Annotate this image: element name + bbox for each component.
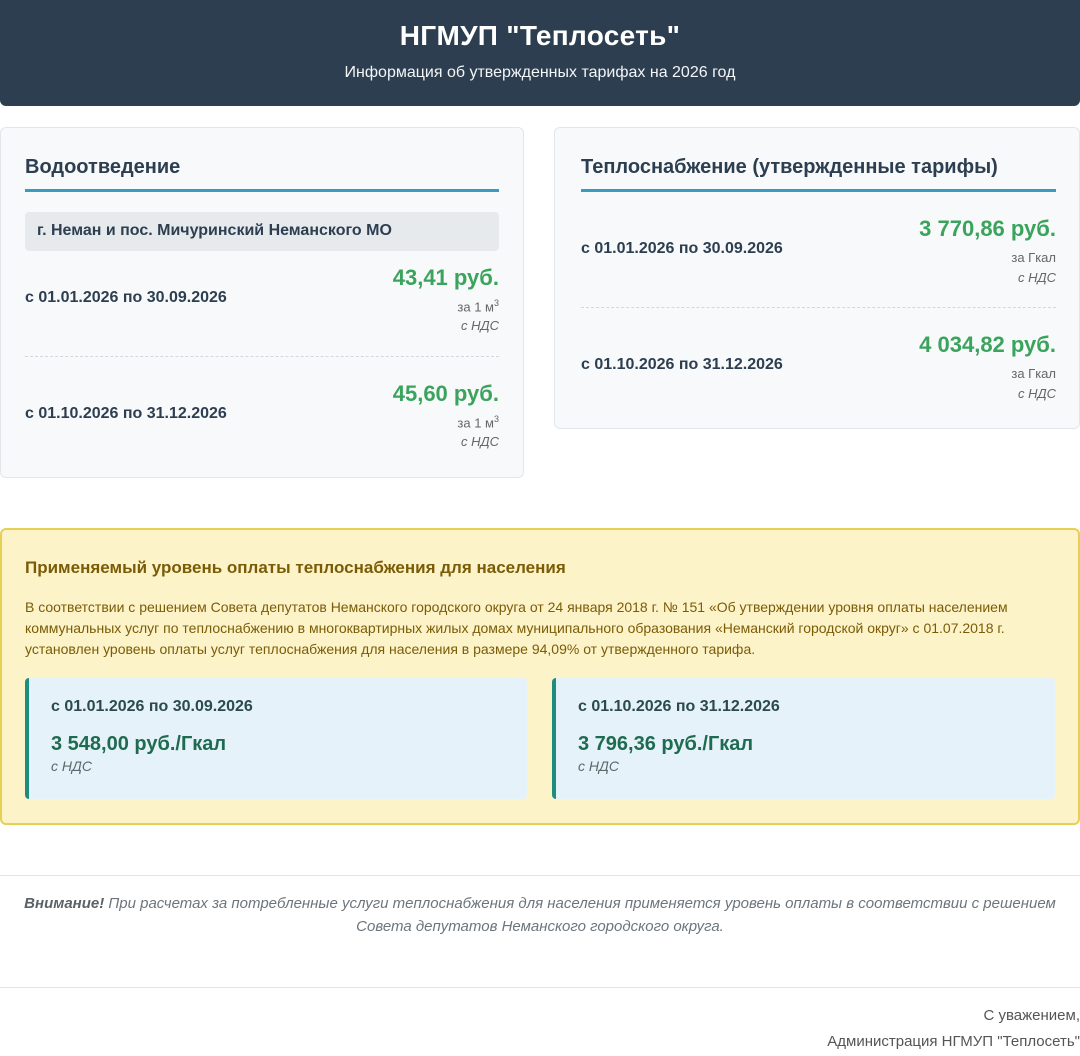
title-divider: [25, 189, 499, 192]
heat-tariff-card: [554, 127, 1080, 429]
rate-row: [25, 261, 499, 341]
attention-label: Внимание!: [24, 895, 105, 912]
rate-period: с 01.10.2026 по 31.12.2026: [25, 405, 227, 422]
section-divider: [0, 987, 1080, 988]
tile-price: 3 548,00 руб./Гкал: [51, 733, 227, 755]
water-tariff-card: [0, 127, 524, 478]
rate-period: с 01.01.2026 по 30.09.2026: [25, 289, 227, 306]
tile-price: 3 796,36 руб./Гкал: [578, 733, 754, 755]
rate-vat: с НДС: [460, 434, 499, 449]
rate-row: [581, 212, 1056, 292]
row-divider: [25, 356, 499, 357]
title-divider: [581, 189, 1056, 192]
attention-text: При расчетах за потребленные услуги теплоснабжения для населения применяется уровень оплаты в соответствии с решением Совета депутатов Неманского городского округа.: [104, 895, 1056, 935]
rate-price: 45,60 руб.: [392, 381, 499, 406]
rate-unit: за Гкал: [1011, 366, 1056, 381]
attention-note: [0, 892, 1080, 938]
payment-tile: [25, 678, 527, 799]
row-divider: [581, 307, 1056, 308]
tile-vat: с НДС: [51, 758, 92, 774]
heat-card-title: Теплоснабжение (утвержденные тарифы): [581, 156, 998, 178]
tile-vat: с НДС: [578, 758, 619, 774]
rate-vat: с НДС: [1017, 270, 1056, 285]
notice-title: Применяемый уровень оплаты теплоснабжения для населения: [25, 558, 566, 577]
page-header: [0, 0, 1080, 106]
rate-period: с 01.10.2026 по 31.12.2026: [581, 356, 783, 373]
section-divider: [0, 875, 1080, 876]
rate-unit: за 1 $м^3$: [457, 414, 499, 431]
rate-row: [581, 328, 1056, 408]
rate-unit: за 1 $м^3$: [457, 298, 499, 315]
tile-period: с 01.01.2026 по 30.09.2026: [51, 698, 253, 715]
rate-vat: с НДС: [460, 318, 499, 333]
rate-vat: с НДС: [1017, 386, 1056, 401]
population-payment-notice: [0, 528, 1080, 825]
rate-price: 4 034,82 руб.: [919, 332, 1056, 357]
signature-greeting: С уважением,: [983, 1007, 1080, 1024]
notice-text: В соответствии с решением Совета депутатов Неманского городского округа от 24 января 2018 г. № 151 «Об утверждении уровня оплаты населением коммунальных услуг по теплоснабжению в многоквартирных жилых домах муниципального образования «Неманский городской округ» с 01.07.2018 г. установлен уровень оплаты услуг теплоснабжения для населения в размере 94,09% от утвержденного тарифа.: [25, 599, 1008, 657]
rate-price: 3 770,86 руб.: [919, 216, 1056, 241]
water-card-title: Водоотведение: [25, 156, 181, 178]
location-label: г. Неман и пос. Мичуринский Неманского МО: [25, 212, 499, 251]
rate-row: [25, 377, 499, 457]
company-title: НГМУП "Теплосеть": [399, 20, 681, 51]
payment-tile: [552, 678, 1055, 799]
signature-org: Администрация НГМУП "Теплосеть": [827, 1033, 1080, 1050]
rate-unit: за Гкал: [1011, 250, 1056, 265]
tile-period: с 01.10.2026 по 31.12.2026: [578, 698, 780, 715]
rate-price: 43,41 руб.: [392, 265, 499, 290]
rate-period: с 01.01.2026 по 30.09.2026: [581, 240, 783, 257]
page-subtitle: Информация об утвержденных тарифах на 2026 год: [344, 64, 736, 81]
signature-block: [827, 1003, 1080, 1055]
